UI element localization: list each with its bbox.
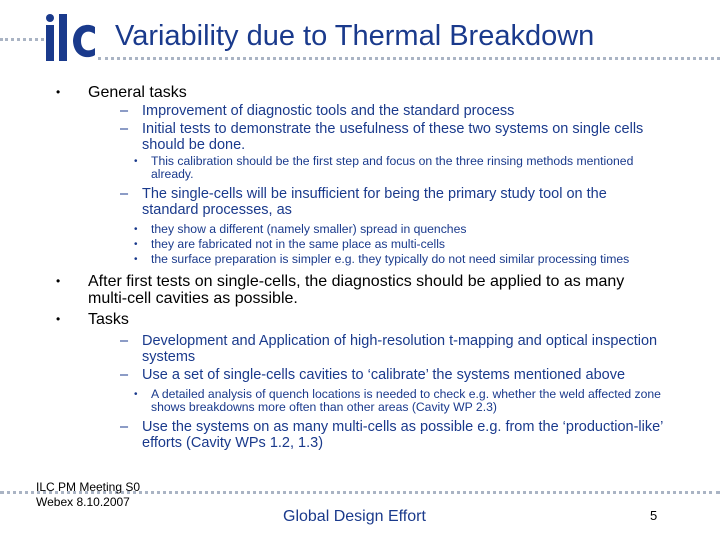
footer-center-text: Global Design Effort [283,508,426,525]
footer-meeting-info [36,480,140,510]
page-number: 5 [650,508,658,523]
bullet-after-first-tests: • After first tests on single-cells, the diagnostics should be applied to as many multi-cell cavities as possible. [56,273,666,307]
sub-sub-bullet: • This calibration should be the first step and focus on the three rinsing methods mentioned already. [134,155,666,181]
header-dotted-line [98,57,720,60]
footer-date: Webex 8.10.2007 [36,495,130,509]
sub-bullet: – Improvement of diagnostic tools and the standard process [120,103,666,119]
sub-bullet: – The single-cells will be insufficient for being the primary study tool on the standard processes, as [120,186,666,218]
bullet-tasks: • Tasks [56,311,666,328]
sub-bullet: – Development and Application of high-resolution t-mapping and optical inspection systems [120,333,666,365]
footer-meeting: ILC PM Meeting S0 [36,480,141,494]
sub-bullet: – Use the systems on as many multi-cells as possible e.g. from the ‘production-like’ efforts (Cavity WPs 1.2, 1.3) [120,419,666,451]
bullet-general-tasks: • General tasks [56,84,666,101]
sub-sub-bullet: • they are fabricated not in the same place as multi-cells [134,238,666,251]
slide-content [56,80,666,451]
sub-bullet: – Initial tests to demonstrate the usefulness of these two systems on single cells should be done. [120,121,666,153]
sub-bullet: – Use a set of single-cells cavities to ‘calibrate’ the systems mentioned above [120,367,666,383]
slide-title: Variability due to Thermal Breakdown [115,20,595,52]
sub-sub-bullet: • they show a different (namely smaller) spread in quenches [134,223,666,236]
ilc-logo [42,12,98,64]
header-dotted-line-left [0,38,44,41]
sub-sub-bullet: • A detailed analysis of quench locations is needed to check e.g. whether the weld affected zone shows breakdowns more often than other areas (Cavity WP 2.3) [134,388,666,414]
sub-sub-bullet: • the surface preparation is simpler e.g. they typically do not need similar processing times [134,253,666,266]
